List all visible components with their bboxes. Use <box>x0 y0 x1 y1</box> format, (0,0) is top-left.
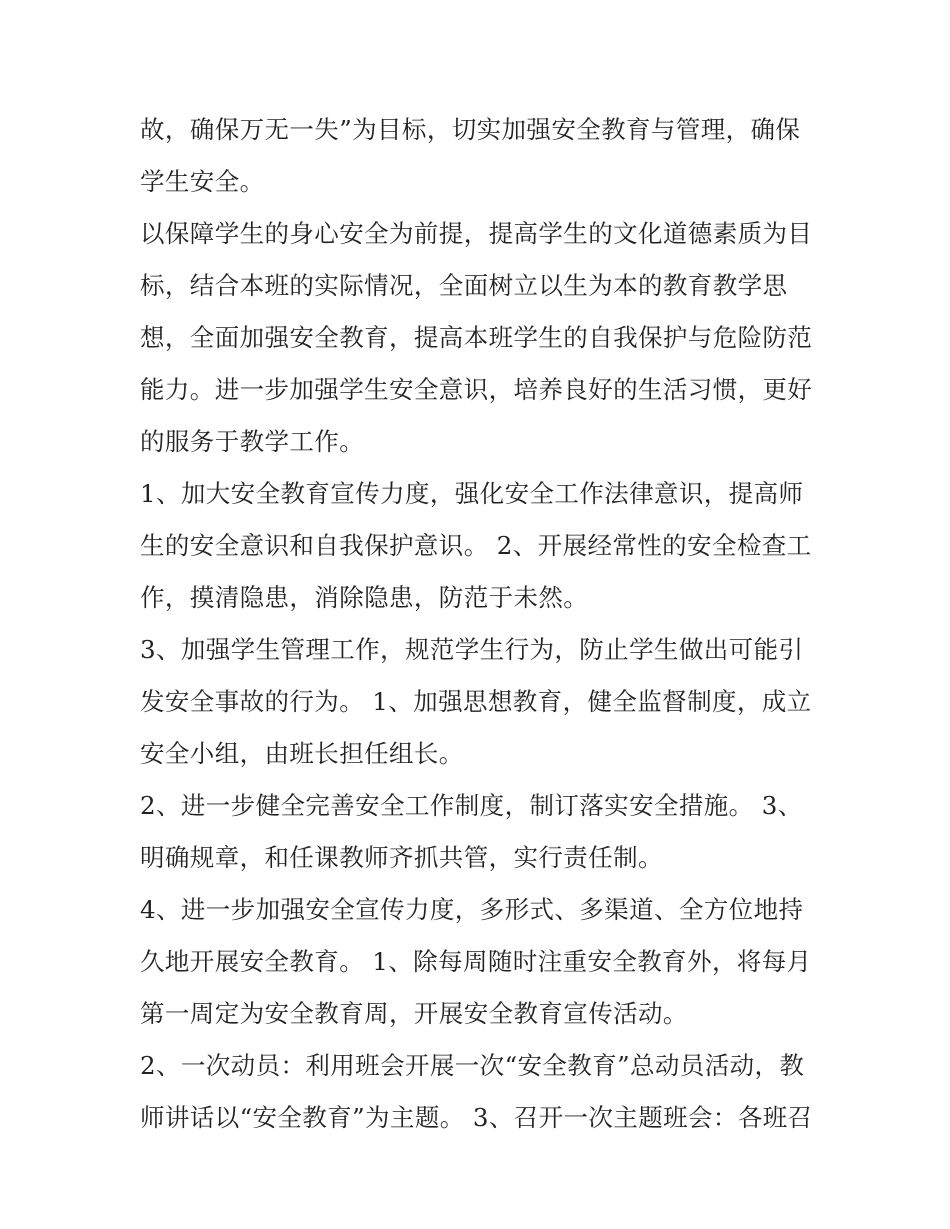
text-line: 以保障学生的身心安全为前提，提高学生的文化道德素质为目 <box>140 219 813 248</box>
text-line: 能力。进一步加强学生安全意识，培养良好的生活习惯，更好 <box>140 375 813 404</box>
document-body <box>140 104 820 1144</box>
text-line: 学生安全。 <box>140 167 265 196</box>
text-line: 生的安全意识和自我保护意识。 2、开展经常性的安全检查工 <box>140 531 812 560</box>
text-line: 师讲话以“安全教育”为主题。 3、召开一次主题班会：各班召 <box>140 1103 813 1132</box>
text-line: 发安全事故的行为。 1、加强思想教育，健全监督制度，成立 <box>140 687 812 716</box>
text-line: 2、进一步健全完善安全工作制度，制订落实安全措施。 3、 <box>140 791 803 820</box>
text-line: 久地开展安全教育。 1、除每周随时注重安全教育外，将每月 <box>140 947 812 976</box>
text-line: 1、加大安全教育宣传力度，强化安全工作法律意识，提高师 <box>140 479 804 508</box>
text-line: 第一周定为安全教育周，开展安全教育宣传活动。 <box>140 999 688 1028</box>
text-line: 想，全面加强安全教育，提高本班学生的自我保护与危险防范 <box>140 323 813 352</box>
text-line: 2、一次动员：利用班会开展一次“安全教育”总动员活动，教 <box>140 1051 805 1080</box>
text-line: 作，摸清隐患，消除隐患，防范于未然。 <box>140 583 589 612</box>
text-line: 明确规章，和任课教师齐抓共管，实行责任制。 <box>140 843 663 872</box>
text-line: 标，结合本班的实际情况，全面树立以生为本的教育教学思 <box>140 271 788 300</box>
text-line: 安全小组，由班长担任组长。 <box>140 739 464 768</box>
text-line: 的服务于教学工作。 <box>140 427 365 456</box>
text-line: 3、加强学生管理工作，规范学生行为，防止学生做出可能引 <box>140 635 804 664</box>
text-line: 4、进一步加强安全宣传力度，多形式、多渠道、全方位地持 <box>140 895 804 924</box>
text-line: 故，确保万无一失”为目标，切实加强安全教育与管理，确保 <box>140 115 801 144</box>
